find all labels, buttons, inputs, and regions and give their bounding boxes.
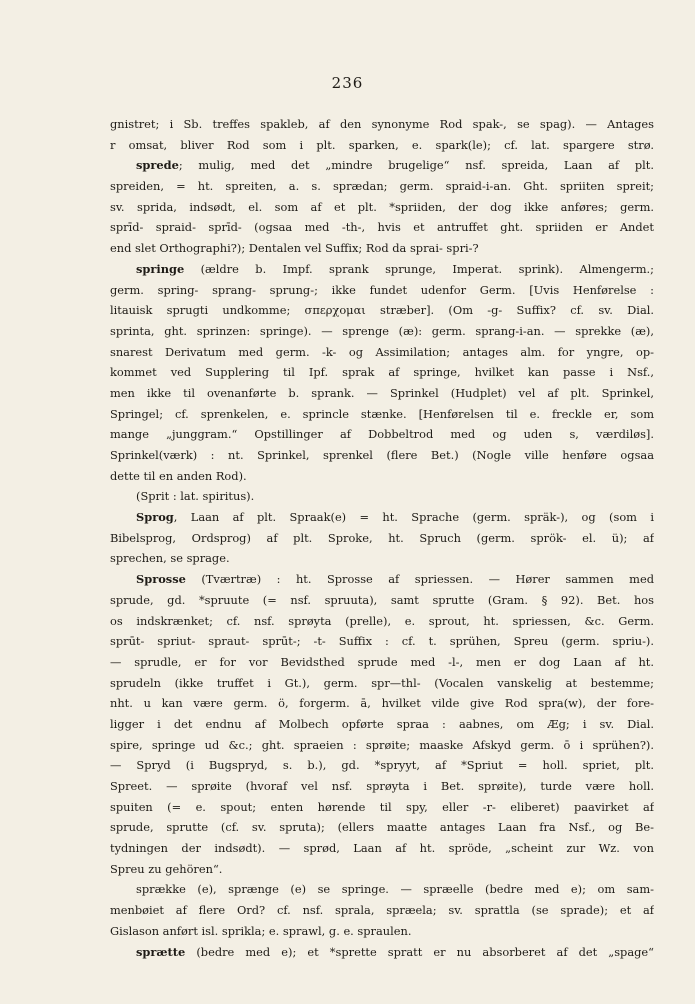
line-text: sprække (e), sprænge (e) se springe. — spræelle (bedre med e); om sam- [136, 882, 654, 897]
line-text: sprude, gd. *spruute (= nsf. spruuta), samt sprutte (Gram. § 92). Bet. hos [110, 592, 654, 607]
text-line [110, 797, 654, 818]
text-line [110, 817, 654, 838]
line-text: gnistret; i Sb. treffes spakleb, af den synonyme Rod spak-, se spag). — Antages [110, 117, 654, 131]
text-line [110, 280, 654, 301]
text-line [110, 217, 654, 238]
text-line [110, 486, 654, 507]
line-text: dette til en anden Rod). [110, 468, 247, 483]
headword: Sprosse [136, 572, 186, 587]
text-line [110, 548, 654, 569]
line-text: end slet Orthographi?); Dentalen vel Suffix; Rod da sprai- spri-? [110, 241, 479, 256]
line-text: sprīd- spraid- sprīd- (ogsaa med -th-, hvis et antruffet ght. spriiden er Andet [110, 220, 654, 235]
text-line [110, 776, 654, 797]
line-text: sv. sprida, indsødt, el. som af et plt. *spriiden, der dog ikke anføres; germ. [110, 199, 654, 214]
line-text: (ældre b. Impf. sprank sprunge, Imperat. sprink). Almengerm.; [184, 261, 654, 276]
line-text: snarest Derivatum med germ. -k- og Assimilation; antages alm. for yngre, op- [110, 344, 654, 359]
line-text: sprude, sprutte (cf. sv. spruta); (ellers maatte antages Laan fra Nsf., og Be- [110, 820, 654, 835]
headword: sprede [136, 158, 179, 173]
text-line [110, 879, 654, 900]
line-text: tydningen der indsødt). — sprød, Laan af ht. spröde, „scheint zur Wz. von [110, 841, 654, 856]
line-text: Spreet. — sprøite (hvoraf vel nsf. sprøyta i Bet. sprøite), turde være holl. [110, 779, 654, 793]
text-line [110, 673, 654, 694]
text-line [110, 238, 654, 259]
line-text: ; mulig, med det „mindre brugelige“ nsf. spreida, Laan af plt. [178, 158, 654, 173]
text-line [110, 900, 654, 921]
line-text: — sprudle, er for vor Bevidsthed sprude med -l-, men er dog Laan af ht. [110, 654, 654, 669]
line-text: men ikke til ovenanførte b. sprank. — Sprinkel (Hudplet) vel af plt. Sprinkel, [110, 385, 654, 400]
line-text: — Spryd (i Bugspryd, s. b.), gd. *spryyt, af *Spriut = holl. spriet, plt. [110, 758, 654, 773]
text-line [110, 859, 654, 880]
line-text: Bibelsprog, Ordsprog) af plt. Sproke, ht. Spruch (germ. sprök- el. ü); af [110, 530, 654, 545]
text-line [110, 735, 654, 756]
text-line [110, 507, 654, 528]
line-text: os indskrænket; cf. nsf. sprøyta (prelle), e. sprout, ht. spriessen, &c. Germ. [110, 613, 654, 628]
text-line [110, 176, 654, 197]
line-text: kommet ved Supplering til Ipf. sprak af springe, hvilket kan passe i Nsf., [110, 365, 654, 380]
text-line [110, 569, 654, 590]
line-text: Springel; cf. sprenkelen, e. sprincle stænke. [Henførelsen til e. freckle er, som [110, 406, 654, 421]
line-text: Gislason anført isl. sprikla; e. sprawl, g. e. spraulen. [110, 923, 412, 938]
headword: sprætte [136, 944, 186, 959]
text-line [110, 114, 654, 135]
text-line [110, 838, 654, 859]
text-line [110, 652, 654, 673]
text-line [110, 424, 654, 445]
text-line [110, 383, 654, 404]
line-text: r omsat, bliver Rod som i plt. sparken, e. spark(le); cf. lat. spargere strø. [110, 137, 654, 152]
text-line [110, 135, 654, 156]
headword: springe [136, 261, 185, 276]
line-text: (Sprit : lat. spiritus). [136, 489, 255, 504]
line-text: spreiden, = ht. spreiten, a. s. sprædan; germ. spraid-i-an. Ght. spriiten spreit; [110, 179, 654, 194]
line-text: menbøiet af flere Ord? cf. nsf. sprala, spræela; sv. sprattla (se sprade); et af [110, 903, 654, 918]
line-text: sprinta, ght. sprinzen: springe). — sprenge (æ): germ. sprang-i-an. — sprekke (æ), [110, 323, 654, 338]
text-line [110, 693, 654, 714]
line-text: Sprinkel(værk) : nt. Sprinkel, sprenkel (flere Bet.) (Nogle ville henføre ogsaa [110, 448, 654, 462]
text-line [110, 942, 654, 963]
text-line [110, 197, 654, 218]
text-line [110, 528, 654, 549]
text-line [110, 631, 654, 652]
line-text: nht. u kan være germ. ö, forgerm. ā, hvilket vilde give Rod spra(w), der fore- [110, 696, 654, 711]
line-text: sprechen, se sprage. [110, 551, 230, 566]
text-line [110, 466, 654, 487]
text-line [110, 404, 654, 425]
line-text: sprudeln (ikke truffet i Gt.), germ. spr—thl- (Vocalen vanskelig at bestemme; [110, 675, 654, 690]
page-number: 236 [331, 74, 364, 92]
line-text: germ. spring- sprang- sprung-; ikke fundet udenfor Germ. [Uvis Henførelse : [110, 282, 654, 297]
text-body [110, 114, 654, 962]
text-line [110, 259, 654, 280]
text-line [110, 714, 654, 735]
line-text: spire, springe ud &c.; ght. spraeien : sprøite; maaske Afskyd germ. ō i sprühen?). [110, 737, 654, 752]
line-text: ligger i det endnu af Molbech opførte spraa : aabnes, om Æg; i sv. Dial. [110, 716, 654, 731]
line-text: (Tværtræ) : ht. Sprosse af spriessen. — Hører sammen med [185, 572, 654, 587]
text-line [110, 755, 654, 776]
line-text: , Laan af plt. Spraak(e) = ht. Sprache (germ. spräk-), og (som i [173, 510, 654, 525]
line-text: (bedre med e); et *sprette spratt er nu absorberet af det „spage“ [185, 944, 654, 959]
text-line [110, 362, 654, 383]
text-line [110, 300, 654, 321]
line-text: sprūt- spriut- spraut- sprūt-; -t- Suffix : cf. t. sprühen, Spreu (germ. spriu-). [110, 634, 654, 649]
line-text: Spreu zu gehören“. [110, 861, 223, 876]
text-line [110, 445, 654, 466]
text-line [110, 611, 654, 632]
text-line [110, 590, 654, 611]
text-line [110, 342, 654, 363]
headword: Sprog [136, 510, 174, 525]
line-text: spuiten (= e. spout; enten hørende til spy, eller -r- eliberet) paavirket af [110, 799, 654, 814]
text-line [110, 921, 654, 942]
line-text: mange „junggram.“ Opstillinger af Dobbeltrod med og uden s, værdiløs]. [110, 427, 654, 442]
line-text: litauisk sprugti undkomme; σπερχομαι stræber]. (Om -g- Suffix? cf. sv. Dial. [110, 303, 654, 318]
text-line [110, 321, 654, 342]
text-line [110, 155, 654, 176]
